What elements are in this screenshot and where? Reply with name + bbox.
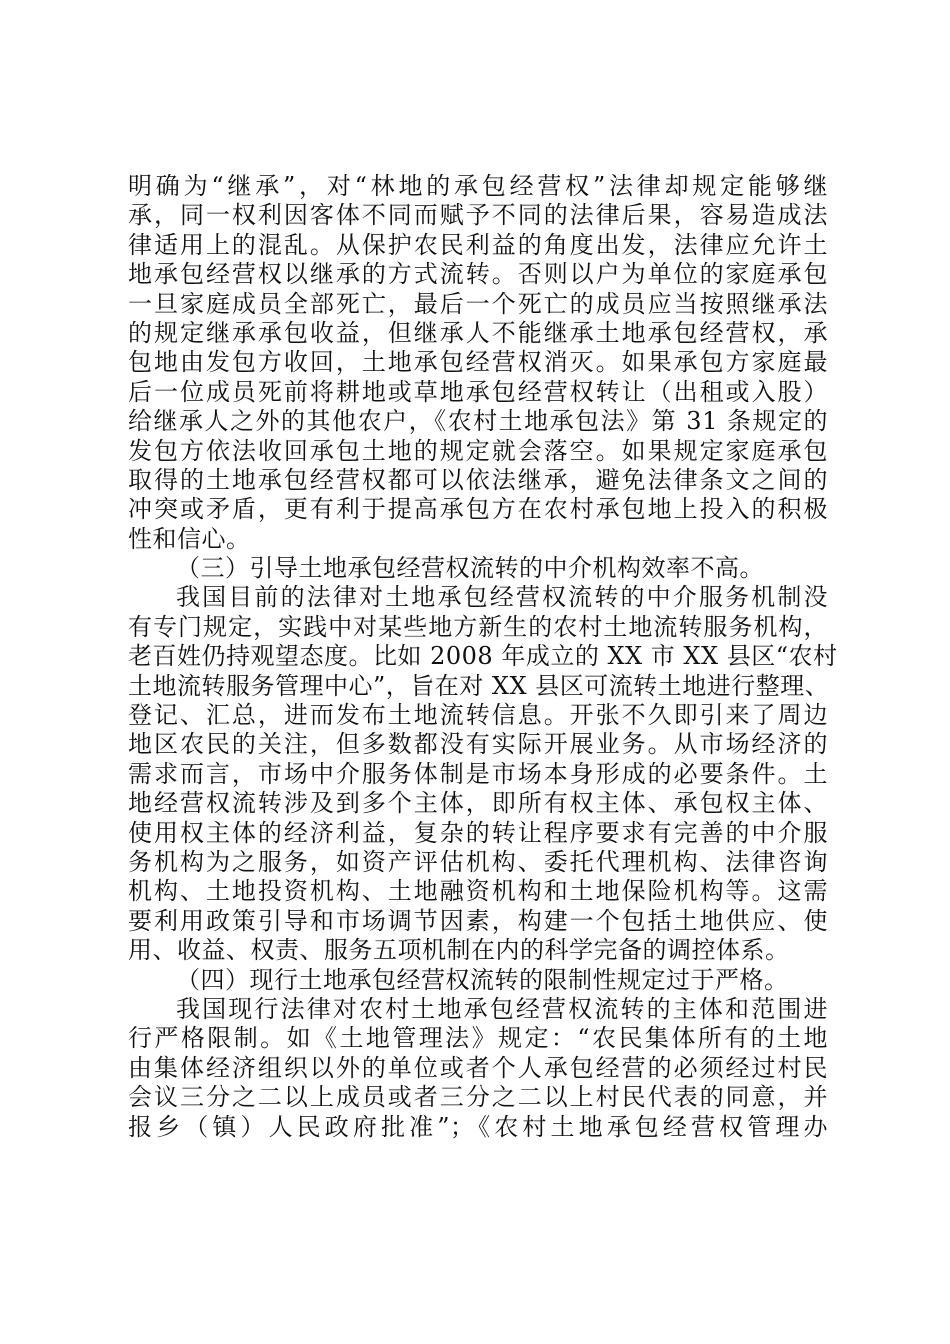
text-line: 承，同一权利因客体不同而赋予不同的法律后果，容易造成法 [128,201,828,230]
text-line: 我国现行法律对农村土地承包经营权流转的主体和范围进 [176,994,828,1023]
text-line: 务机构为之服务，如资产评估机构、委托代理机构、法律咨询 [128,847,828,876]
text-line: 发包方依法收回承包土地的规定就会落空。如果规定家庭承包 [128,436,828,465]
text-line: 登记、汇总，进而发布土地流转信息。开张不久即引来了周边 [128,701,828,730]
text-line: 包地由发包方收回，土地承包经营权消灭。如果承包方家庭最 [128,348,828,377]
text-line: 有专门规定，实践中对某些地方新生的农村土地流转服务机构， [128,612,828,641]
text-line: 用、收益、权责、服务五项机制在内的科学完备的调控体系。 [128,936,790,965]
text-line: 报乡（镇）人民政府批准”；《农村土地承包经营权管理办 [128,1112,828,1141]
text-line: 要利用政策引导和市场调节因素，构建一个包括土地供应、使 [128,906,828,935]
text-line: 冲突或矛盾，更有利于提高承包方在农村承包地上投入的积极 [128,495,828,524]
text-line: 给继承人之外的其他农户，《农村土地承包法》第 31 条规定的 [128,407,828,436]
text-line: 由集体经济组织以外的单位或者个人承包经营的必须经过村民 [128,1053,828,1082]
text-line: 的规定继承承包收益，但继承人不能继承土地承包经营权，承 [128,318,828,347]
text-line: 我国目前的法律对土地承包经营权流转的中介服务机制没 [176,583,828,612]
text-line: 地经营权流转涉及到多个主体，即所有权主体、承包权主体、 [128,789,828,818]
text-line: 一旦家庭成员全部死亡，最后一个死亡的成员应当按照继承法 [128,289,828,318]
text-line: 机构、土地投资机构、土地融资机构和土地保险机构等。这需 [128,877,828,906]
text-line: 行严格限制。如《土地管理法》规定：“农民集体所有的土地 [128,1024,828,1053]
text-line: 需求而言，市场中介服务体制是市场本身形成的必要条件。土 [128,759,828,788]
text-line: 律适用上的混乱。从保护农民利益的角度出发，法律应允许土 [128,230,828,259]
document-body [128,172,838,1142]
text-line: 使用权主体的经济利益，复杂的转让程序要求有完善的中介服 [128,818,828,847]
text-line: 土地流转服务管理中心”，旨在对 XX 县区可流转土地进行整理、 [128,671,830,700]
text-line: 取得的土地承包经营权都可以依法继承，避免法律条文之间的 [128,465,828,494]
text-line: 地区农民的关注，但多数都没有实际开展业务。从市场经济的 [128,730,828,759]
text-line: 后一位成员死前将耕地或草地承包经营权转让（出租或入股） [128,377,828,406]
text-line: （三）引导土地承包经营权流转的中介机构效率不高。 [176,554,764,583]
text-line: 地承包经营权以继承的方式流转。否则以户为单位的家庭承包 [128,260,828,289]
text-line: 会议三分之二以上成员或者三分之二以上村民代表的同意，并 [128,1083,828,1112]
text-line: （四）现行土地承包经营权流转的限制性规定过于严格。 [176,965,789,994]
text-line: 老百姓仍持观望态度。比如 2008 年成立的 XX 市 XX 县区“农村 [128,642,838,671]
text-line: 明确为“继承”，对“林地的承包经营权”法律却规定能够继 [128,172,828,200]
text-line: 性和信心。 [128,524,251,553]
